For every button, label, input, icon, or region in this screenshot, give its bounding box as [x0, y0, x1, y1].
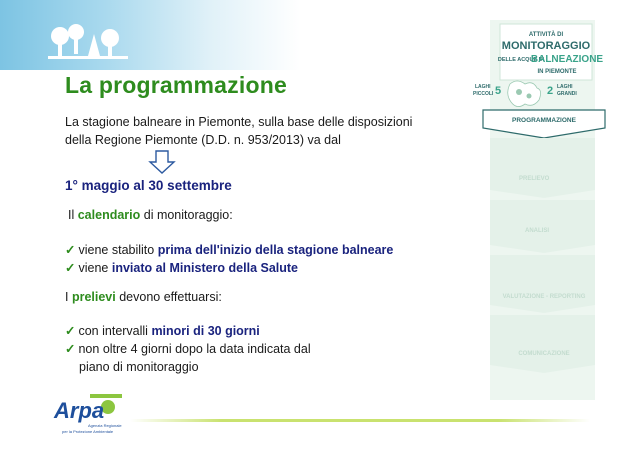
arpa-logo-sub1: Agenzia Regionale: [88, 423, 122, 428]
flow-heading-line-2: MONITORAGGIO: [501, 40, 591, 52]
calendar-suffix: di monitoraggio:: [140, 208, 233, 222]
list-item: ✓ viene inviato al Ministero della Salute: [65, 261, 299, 275]
down-arrow-icon: [148, 150, 176, 174]
calendar-list: [65, 241, 393, 277]
flow-heading-line-1: ATTIVITÀ DI: [528, 32, 564, 38]
checkmark-icon: ✓: [65, 261, 76, 275]
flow-step-valutazione: VALUTAZIONE - REPORTING: [502, 294, 586, 300]
trees-logo-icon: [48, 22, 128, 62]
arpa-logo: [52, 394, 124, 438]
flow-right-number: 2: [547, 85, 554, 97]
sampling-list: [65, 322, 311, 376]
footer-divider: [130, 419, 590, 422]
flow-right-label-2: GRANDI: [557, 91, 577, 97]
sampling-keyword: prelievi: [71, 290, 116, 304]
list-item-continuation: piano di monitoraggio: [79, 360, 199, 374]
flow-step-comunicazione: COMUNICAZIONE: [518, 351, 570, 357]
flow-step-programmazione: PROGRAMMAZIONE: [512, 117, 576, 124]
arpa-logo-text: Arpa: [54, 398, 105, 423]
list-item: ✓ viene stabilito prima dell'inizio della stagione balneare: [65, 243, 394, 257]
intro-line-1: La stagione balneare in Piemonte, sulla base delle disposizioni: [65, 115, 413, 129]
checkmark-icon: ✓: [65, 243, 76, 257]
calendar-heading: [68, 208, 233, 222]
arpa-logo-sub2: per la Protezione Ambientale: [62, 429, 114, 434]
flow-left-label-1: LAGHI: [475, 84, 491, 90]
flow-step-analisi: ANALISI: [525, 228, 549, 234]
sampling-heading: [65, 290, 222, 304]
flow-right-label-1: LAGHI: [557, 84, 573, 90]
page-title: La programmazione: [65, 72, 287, 98]
checkmark-icon: ✓: [65, 324, 76, 338]
list-item: ✓ non oltre 4 giorni dopo la data indicata dal: [65, 342, 311, 356]
sampling-prefix: I: [65, 290, 72, 304]
flow-step-prelievo: PRELIEVO: [519, 176, 550, 182]
header-banner: [0, 0, 300, 70]
list-item: ✓ con intervalli minori di 30 giorni: [65, 324, 260, 338]
intro-line-2: della Regione Piemonte (D.D. n. 953/2013) va dal: [65, 133, 341, 147]
checkmark-icon: ✓: [65, 342, 76, 356]
calendar-keyword: calendario: [77, 208, 141, 222]
flow-heading-line-4: IN PIEMONTE: [537, 69, 577, 75]
flow-heading-line-3b: BALNEAZIONE: [530, 54, 604, 65]
flow-heading-line-3a: DELLE ACQUE DI: [497, 57, 545, 63]
flow-left-label-2: PICCOLI: [473, 91, 494, 97]
sampling-suffix: devono effettuarsi:: [115, 290, 222, 304]
flow-left-number: 5: [495, 85, 502, 97]
calendar-prefix: Il: [68, 208, 78, 222]
process-flow-diagram: [455, 0, 638, 420]
season-period: 1° maggio al 30 settembre: [65, 178, 232, 193]
intro-text: [65, 113, 445, 149]
